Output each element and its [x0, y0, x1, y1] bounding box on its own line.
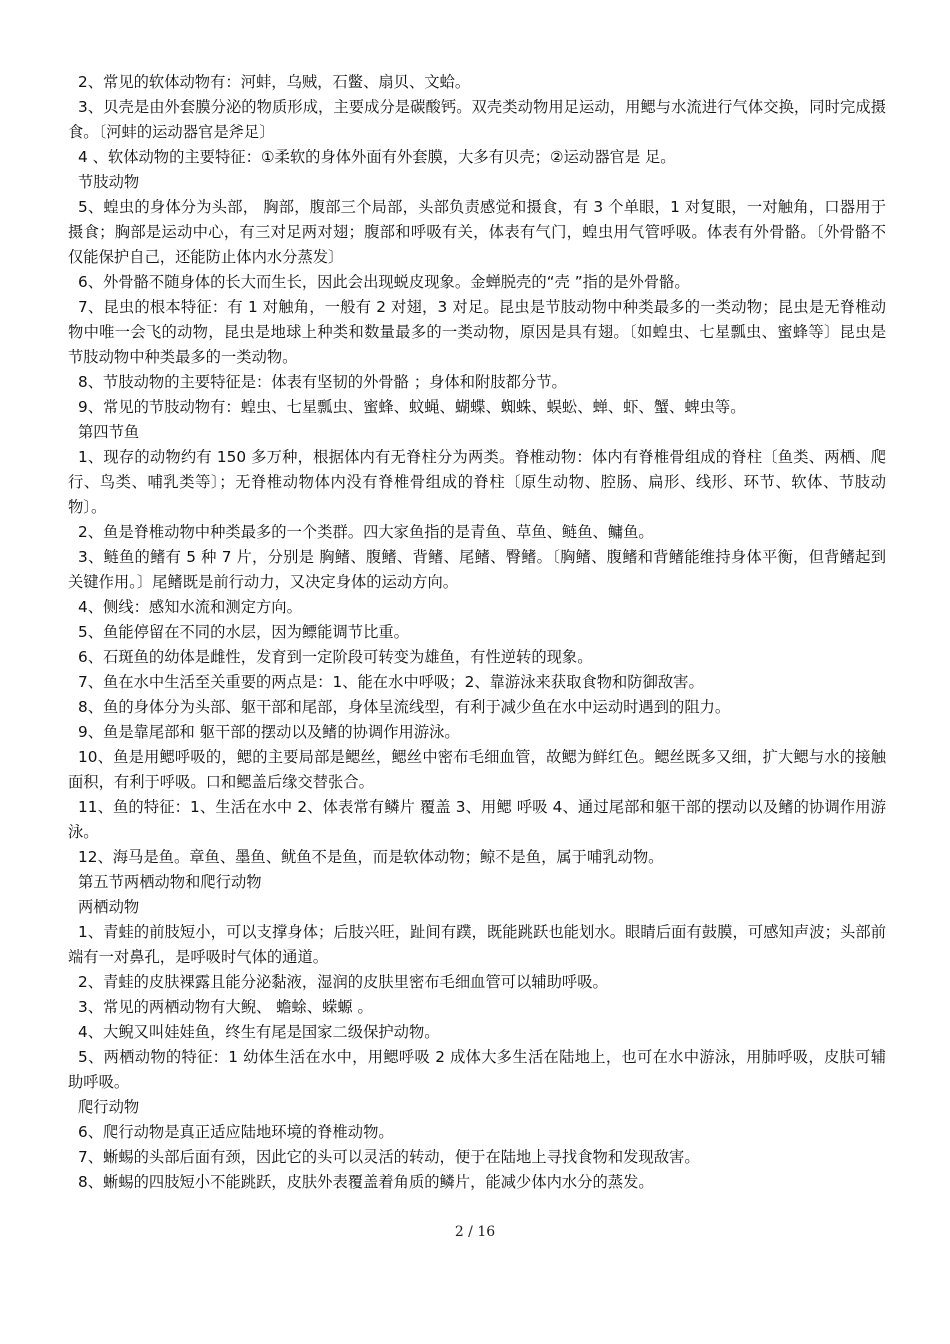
paragraph: 2、青蛙的皮肤裸露且能分泌黏液，湿润的皮肤里密布毛细血管可以辅助呼吸。	[78, 973, 608, 991]
section-heading: 两栖动物	[78, 898, 140, 916]
document-body	[68, 70, 886, 1195]
paragraph: 3、鲢鱼的鳍有 5 种 7 片，分别是 胸鳍、腹鳍、背鳍、尾鳍、臀鳍。〔胸鳍、腹鳍和背鳍能维持身体平衡，但背鳍起到关键作用。〕尾鳍既是前行动力，又决定身体的运动方向。	[68, 548, 886, 591]
paragraph: 5、蝗虫的身体分为头部， 胸部，腹部三个局部，头部负责感觉和摄食，有 3 个单眼，1 对复眼，一对触角，口器用于摄食；胸部是运动中心，有三对足两对翅；腹部和呼吸有关，体表有气门，蝗虫用气管呼吸。体表有外骨骼。〔外骨骼不仅能保护自己，还能防止体内水分蒸发〕	[68, 198, 886, 266]
paragraph: 3、贝壳是由外套膜分泌的物质形成，主要成分是碳酸钙。双壳类动物用足运动，用鳃与水流进行气体交换，同时完成摄食。〔河蚌的运动器官是斧足〕	[68, 98, 886, 141]
paragraph: 4、大鲵又叫娃娃鱼，终生有尾是国家二级保护动物。	[78, 1023, 440, 1041]
paragraph: 8、蜥蜴的四肢短小不能跳跃，皮肤外表覆盖着角质的鳞片，能减少体内水分的蒸发。	[78, 1173, 654, 1191]
paragraph: 11、鱼的特征：1、生活在水中 2、体表常有鳞片 覆盖 3、用鳃 呼吸 4、通过尾部和躯干部的摆动以及鳍的协调作用游泳。	[68, 798, 886, 841]
section-heading: 第五节两栖动物和爬行动物	[78, 873, 262, 891]
paragraph: 10、鱼是用鳃呼吸的，鳃的主要局部是鳃丝，鳃丝中密布毛细血管，故鳃为鲜红色。鳃丝既多又细，扩大鳃与水的接触面积，有利于呼吸。口和鳃盖后缘交替张合。	[68, 748, 886, 791]
section-heading: 爬行动物	[78, 1098, 140, 1116]
page-number: 2 / 16	[454, 1224, 496, 1240]
section-heading: 第四节鱼	[78, 423, 140, 441]
paragraph: 6、爬行动物是真正适应陆地环境的脊椎动物。	[78, 1123, 394, 1141]
paragraph: 2、常见的软体动物有：河蚌，乌贼，石鳖、扇贝、文蛤。	[78, 73, 471, 91]
paragraph: 4 、软体动物的主要特征：①柔软的身体外面有外套膜，大多有贝壳；②运动器官是 足。	[78, 148, 676, 166]
paragraph: 1、现存的动物约有 150 多万种，根据体内有无脊柱分为两类。脊椎动物：体内有脊椎骨组成的脊柱〔鱼类、两栖、爬行、鸟类、哺乳类等〕；无脊椎动物体内没有脊椎骨组成的脊柱〔原生动物、腔肠、扁形、线形、环节、软体、节肢动物〕。	[68, 448, 886, 516]
paragraph: 7、蜥蜴的头部后面有颈，因此它的头可以灵活的转动，便于在陆地上寻找食物和发现敌害。	[78, 1148, 700, 1166]
paragraph: 2、鱼是脊椎动物中种类最多的一个类群。四大家鱼指的是青鱼、草鱼、鲢鱼、鳙鱼。	[78, 523, 654, 541]
section-heading: 节肢动物	[78, 173, 140, 191]
paragraph: 3、常见的两栖动物有大鲵、 蟾蜍、蝾螈 。	[78, 998, 373, 1016]
paragraph: 8、鱼的身体分为头部、躯干部和尾部，身体呈流线型，有利于减少鱼在水中运动时遇到的阻力。	[78, 698, 731, 716]
paragraph: 12、海马是鱼。章鱼、墨鱼、鱿鱼不是鱼，而是软体动物；鲸不是鱼，属于哺乳动物。	[78, 848, 664, 866]
paragraph: 9、鱼是靠尾部和 躯干部的摆动以及鳍的协调作用游泳。	[78, 723, 460, 741]
paragraph: 6、外骨骼不随身体的长大而生长，因此会出现蜕皮现象。金蝉脱壳的“壳 ”指的是外骨骼。	[78, 273, 690, 291]
paragraph: 6、石斑鱼的幼体是雌性，发育到一定阶段可转变为雄鱼，有性逆转的现象。	[78, 648, 593, 666]
paragraph: 8、节肢动物的主要特征是：体表有坚韧的外骨骼 ；身体和附肢都分节。	[78, 373, 567, 391]
paragraph: 7、鱼在水中生活至关重要的两点是：1、能在水中呼吸；2、靠游泳来获取食物和防御敌害。	[78, 673, 704, 691]
paragraph: 5、鱼能停留在不同的水层，因为鳔能调节比重。	[78, 623, 409, 641]
paragraph: 4、侧线：感知水流和测定方向。	[78, 598, 302, 616]
paragraph: 1、青蛙的前肢短小，可以支撑身体；后肢兴旺，趾间有蹼，既能跳跃也能划水。眼睛后面有鼓膜，可感知声波；头部前端有一对鼻孔，是呼吸时气体的通道。	[68, 923, 886, 966]
paragraph: 7、昆虫的根本特征：有 1 对触角，一般有 2 对翅，3 对足。昆虫是节肢动物中种类最多的一类动物；昆虫是无脊椎动物中唯一会飞的动物，昆虫是地球上种类和数量最多的一类动物，原因是具有翅。〔如蝗虫、七星瓢虫、蜜蜂等〕昆虫是节肢动物中种类最多的一类动物。	[68, 298, 886, 366]
paragraph: 5、两栖动物的特征：1 幼体生活在水中，用鳃呼吸 2 成体大多生活在陆地上，也可在水中游泳，用肺呼吸，皮肤可辅助呼吸。	[68, 1048, 886, 1091]
paragraph: 9、常见的节肢动物有：蝗虫、七星瓢虫、蜜蜂、蚊蝇、蝴蝶、蜘蛛、蜈蚣、蝉、虾、蟹、蜱虫等。	[78, 398, 746, 416]
